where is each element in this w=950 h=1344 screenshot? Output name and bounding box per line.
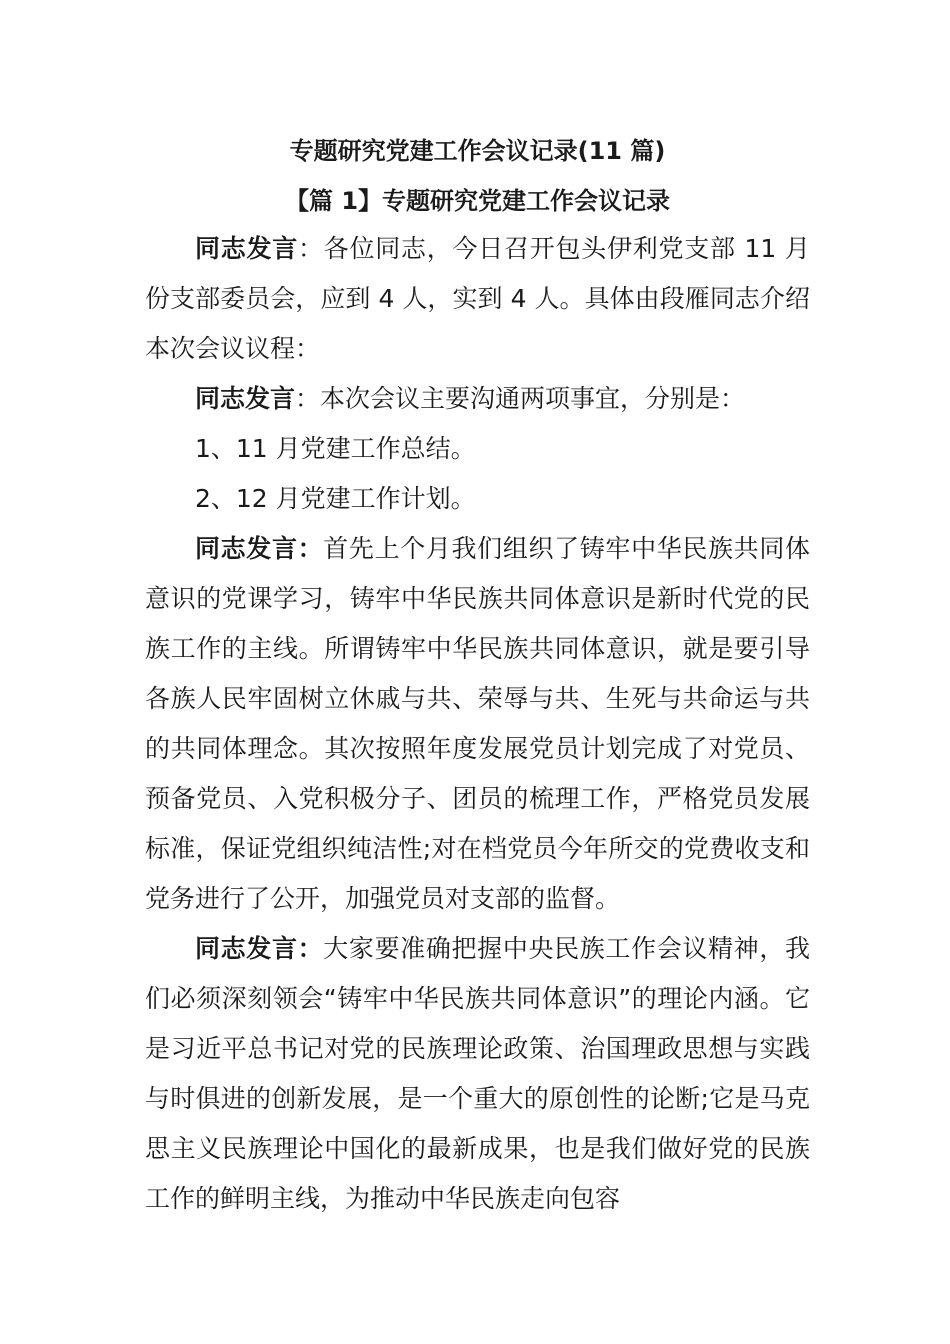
paragraph bbox=[145, 374, 810, 424]
speaker-label: 同志发言： bbox=[195, 534, 324, 563]
list-item-text: 2、12 月党建工作计划。 bbox=[195, 484, 476, 513]
paragraph-text: ：各位同志，今日召开包头伊利党支部 11 月份支部委员会，应到 4 人，实到 4 人。具体由段雁同志介绍本次会议议程： bbox=[145, 234, 810, 363]
paragraph-text: 大家要准确把握中央民族工作会议精神，我们必须深刻领会“铸牢中华民族共同体意识”的理论内涵。它是习近平总书记对党的民族理论政策、治国理政思想与实践与时俱进的创新发展，是一个重大的原创性的论断;它是马克思主义民族理论中国化的最新成果，也是我们做好党的民族工作的鲜明主线，为推动中华民族走向包容 bbox=[145, 934, 810, 1213]
list-item bbox=[145, 424, 810, 474]
document-title: 专题研究党建工作会议记录(11 篇) bbox=[289, 137, 666, 165]
section-title: 【篇 1】专题研究党建工作会议记录 bbox=[284, 187, 671, 215]
paragraph bbox=[145, 224, 810, 374]
paragraph-text: ：本次会议主要沟通两项事宜，分别是： bbox=[295, 384, 746, 413]
document-body bbox=[145, 224, 810, 1224]
paragraph bbox=[145, 524, 810, 924]
list-item bbox=[145, 474, 810, 524]
document-page bbox=[145, 130, 810, 1224]
speaker-label: 同志发言 bbox=[195, 384, 296, 413]
paragraph bbox=[145, 924, 810, 1224]
speaker-label: 同志发言 bbox=[195, 234, 299, 263]
paragraph-text: 首先上个月我们组织了铸牢中华民族共同体意识的党课学习，铸牢中华民族共同体意识是新时代党的民族工作的主线。所谓铸牢中华民族共同体意识，就是要引导各族人民牢固树立休戚与共、荣辱与共、生死与共命运与共的共同体理念。其次按照年度发展党员计划完成了对党员、预备党员、入党积极分子、团员的梳理工作，严格党员发展标准，保证党组织纯洁性;对在档党员今年所交的党费收支和党务进行了公开，加强党员对支部的监督。 bbox=[145, 534, 810, 913]
list-item-text: 1、11 月党建工作总结。 bbox=[195, 434, 476, 463]
speaker-label: 同志发言： bbox=[195, 934, 324, 963]
